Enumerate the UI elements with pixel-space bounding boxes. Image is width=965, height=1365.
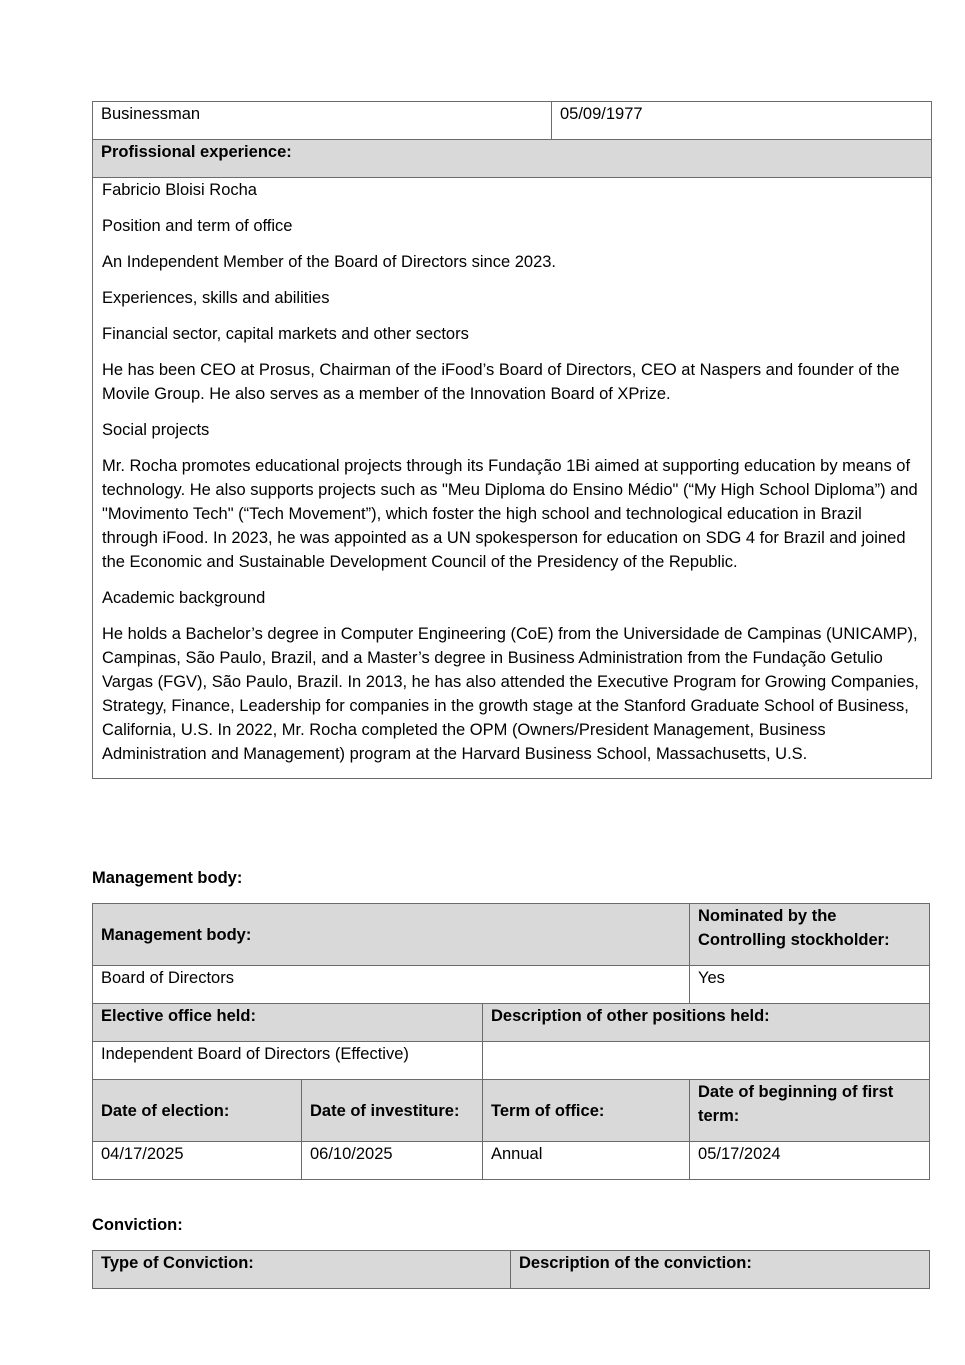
academic-text: He holds a Bachelor’s degree in Computer Engineering (CoE) from the Universidade de Campinas (UNICAMP), Campinas, São Paulo, Brazil, and a Master’s degree in Business Administration from the Fundação Getulio Vargas (FGV), São Paulo, Brazil. In 2013, he has also attended the Executive Program for Growing Companies, Strategy, Finance, Leadership for companies in the growth stage at the Stanford Graduate School of Business, California, U.S. In 2022, Mr. Rocha completed the OPM (Owners/President Management, Business Administration and Management) program at the Harvard Business School, Massachusetts, U.S. [102, 625, 919, 763]
academic-heading: Academic background [102, 589, 266, 607]
nominated-header: Nominated by the Controlling stockholder: [690, 904, 930, 966]
position-text: An Independent Member of the Board of Directors since 2023. [102, 253, 557, 271]
management-section-title: Management body: [92, 869, 243, 887]
other-positions-value [483, 1042, 930, 1080]
election-date-header: Date of election: [93, 1080, 302, 1142]
nominated-value: Yes [690, 966, 930, 1004]
conviction-type-header: Type of Conviction: [93, 1251, 511, 1289]
experience-body [93, 178, 932, 779]
conviction-table [92, 1250, 930, 1289]
member-name: Fabricio Bloisi Rocha [102, 181, 257, 199]
investiture-date-header: Date of investiture: [302, 1080, 483, 1142]
elective-office-value: Independent Board of Directors (Effective) [93, 1042, 483, 1080]
occupation-cell: Businessman [93, 102, 552, 140]
other-positions-header: Description of other positions held: [483, 1004, 930, 1042]
term-header: Term of office: [483, 1080, 690, 1142]
profile-table [92, 101, 932, 779]
term-value: Annual [483, 1142, 690, 1180]
investiture-date-value: 06/10/2025 [302, 1142, 483, 1180]
first-term-header: Date of beginning of first term: [690, 1080, 930, 1142]
position-heading: Position and term of office [102, 217, 293, 235]
experience-heading: Experiences, skills and abilities [102, 289, 330, 307]
management-table [92, 903, 930, 1180]
social-projects-text: Mr. Rocha promotes educational projects through its Fundação 1Bi aimed at supporting education by means of technology. He also supports projects such as "Meu Diploma do Ensino Médio" (“My High School Diploma”) and "Movimento Tech" (“Tech Movement”), which foster the high school and technological education in Brazil through iFood. In 2023, he was appointed as a UN spokesperson for education on SDG 4 for Brazil and joined the Economic and Sustainable Development Council of the Presidency of the Republic. [102, 457, 918, 571]
social-projects-heading: Social projects [102, 421, 210, 439]
first-term-value: 05/17/2024 [690, 1142, 930, 1180]
sectors-text: Financial sector, capital markets and other sectors [102, 325, 469, 343]
birth-date-cell: 05/09/1977 [552, 102, 932, 140]
management-body-value: Board of Directors [93, 966, 690, 1004]
elective-office-header: Elective office held: [93, 1004, 483, 1042]
conviction-section-title: Conviction: [92, 1216, 183, 1234]
career-text: He has been CEO at Prosus, Chairman of the iFood’s Board of Directors, CEO at Naspers and founder of the Movile Group. He also serves as a member of the Innovation Board of XPrize. [102, 361, 900, 403]
conviction-description-header: Description of the conviction: [511, 1251, 930, 1289]
experience-header: Profissional experience: [93, 140, 932, 178]
management-body-header: Management body: [93, 904, 690, 966]
election-date-value: 04/17/2025 [93, 1142, 302, 1180]
